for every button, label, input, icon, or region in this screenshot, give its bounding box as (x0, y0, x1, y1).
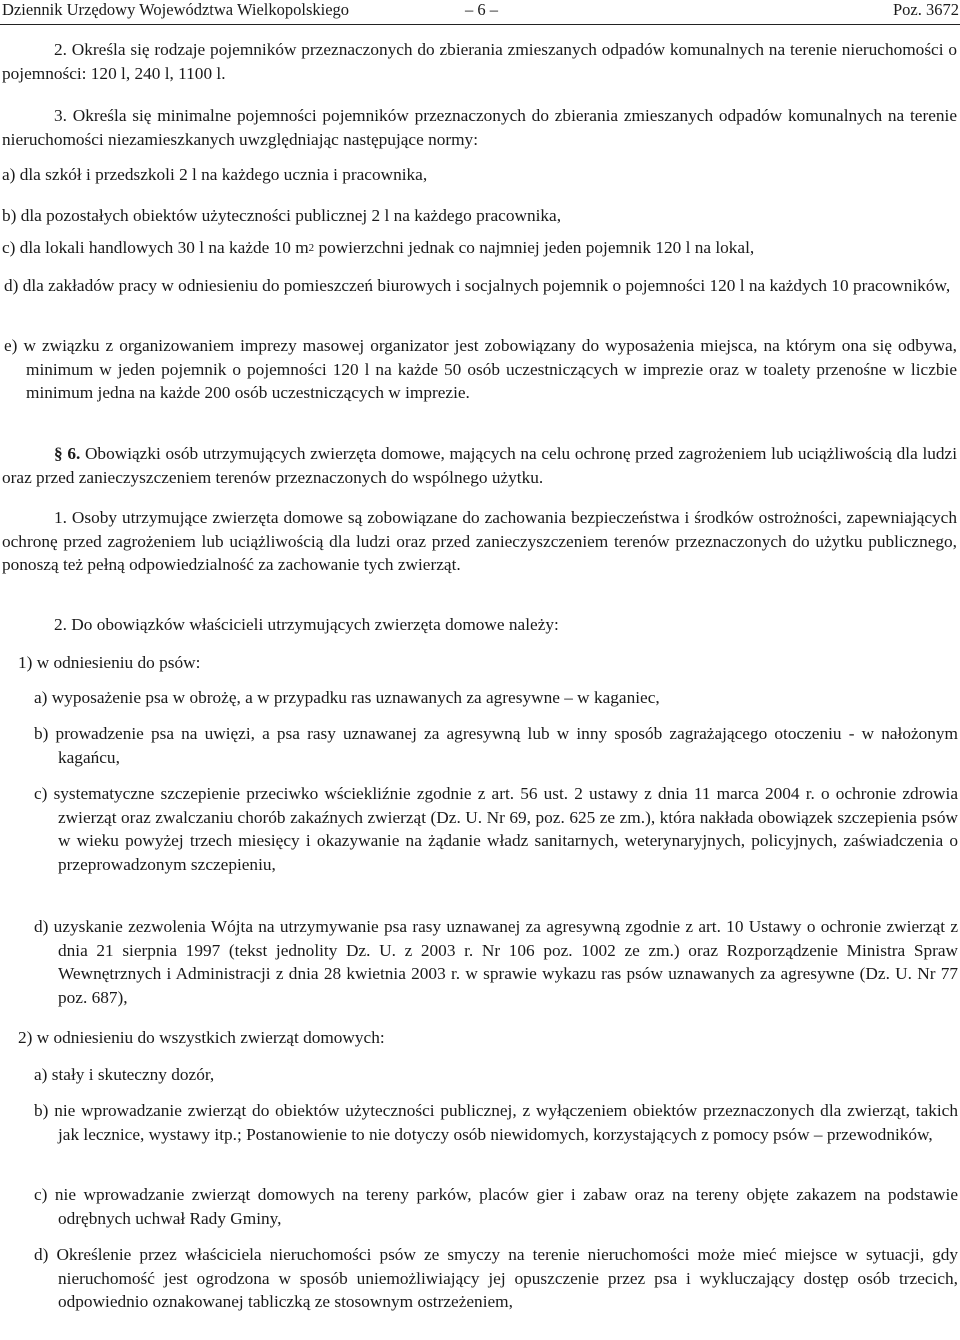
item-2c: c) nie wprowadzanie zwierząt domowych na tereny parków, placów gier i zabaw oraz na tereny objęte zakazem na podstawie odrębnych uchwał Rady Gminy, (34, 1185, 958, 1228)
paragraph-2: 2. Określa się rodzaje pojemników przeznaczonych do zbierania zmieszanych odpadów komunalnych na terenie nieruchomości o pojemności: 120 l, 240 l, 1100 l. (2, 40, 957, 83)
journal-title: Dziennik Urzędowy Województwa Wielkopolskiego (2, 0, 350, 19)
page-number: – 6 – (465, 0, 498, 19)
item-2b: b) nie wprowadzanie zwierząt do obiektów użyteczności publicznej, z wyłączeniem obiektów przeznaczonych dla zwierząt, takich jak lecznice, wystawy itp.; Postanowienie to nie dotyczy osób niewidomych, korzystających z pomocy psów – przewodników, (34, 1101, 958, 1144)
paragraph-3: 3. Określa się minimalne pojemności pojemników przeznaczonych do zbierania zmieszanych odpadów komunalnych na terenie nieruchomości niezamieszkanych uwzględniając następujące normy: (2, 106, 957, 149)
item-2: 2) w odniesieniu do wszystkich zwierząt domowych: (18, 1028, 385, 1047)
section-symbol: § 6. (54, 444, 81, 463)
item-2a: a) stały i skuteczny dozór, (34, 1065, 215, 1084)
item-1a: a) wyposażenie psa w obrożę, a w przypadku ras uznawanych za agresywne – w kaganiec, (34, 688, 660, 707)
item-1: 1) w odniesieniu do psów: (18, 653, 201, 672)
item-1c: c) systematyczne szczepienie przeciwko wściekliźnie zgodnie z art. 56 ust. 2 ustawy z dnia 11 marca 2004 r. o ochronie zdrowia zwierząt oraz zwalczaniu chorób zakaźnych zwierząt (Dz. U. Nr 69, poz. 625 ze zm.), która nakłada obowiązek szczepienia psów w wieku powyżej trzech miesięcy i okazywanie na żądanie władz sanitarnych, weterynaryjnych, policyjnych, zaświadczenia o przeprowadzonym szczepieniu, (34, 784, 958, 874)
item-2d: d) Określenie przez właściciela nieruchomości psów ze smyczy na terenie nieruchomości może mieć miejsce w sytuacji, gdy nieruchomość jest ogrodzona w sposób uniemożliwiający jej opuszczenie przez psa i wykluczający dostęp osób trzecich, odpowiednio oznakowanej tabliczką ze stosownym ostrzeżeniem, (34, 1245, 958, 1312)
item-1d: d) uzyskanie zezwolenia Wójta na utrzymywanie psa rasy uznawanej za agresywną zgodnie z art. 10 Ustawy o ochronie zwierząt z dnia 21 sierpnia 1997 (tekst jednolity Dz. U. z 2003 r. Nr 106 poz. 1002 ze zm.) oraz Rozporządzenie Ministra Spraw Wewnętrznych i Administracji z dnia 28 kwietnia 2003 r. w sprawie wykazu ras psów uznawanych za agresywne (Dz. U. Nr 77 poz. 687), (34, 917, 958, 1007)
norm-a: a) dla szkół i przedszkoli 2 l na każdego ucznia i pracownika, (2, 165, 428, 184)
position-number: Poz. 3672 (893, 0, 959, 19)
norm-d: d) dla zakładów pracy w odniesieniu do pomieszczeń biurowych i socjalnych pojemnik o pojemności 120 l na każdych 10 pracowników, (4, 276, 951, 295)
section-6-point-1: 1. Osoby utrzymujące zwierzęta domowe są zobowiązane do zachowania bezpieczeństwa i środków ostrożności, zapewniających ochronę przed zagrożeniem lub uciążliwością dla ludzi oraz przed zanieczyszczeniem terenów przeznaczonych do użytku publicznego, ponoszą też pełną odpowiedzialność za zachowanie tych zwierząt. (2, 508, 957, 575)
norm-b: b) dla pozostałych obiektów użyteczności publicznej 2 l na każdego pracownika, (2, 206, 562, 225)
section-6: § 6. Obowiązki osób utrzymujących zwierzęta domowe, mających na celu ochronę przed zagrożeniem lub uciążliwością dla ludzi oraz przed zanieczyszczeniem terenów przeznaczonych do wspólnego użytku. (2, 444, 957, 487)
page-header (0, 0, 960, 25)
norm-e: e) w związku z organizowaniem imprezy masowej organizator jest zobowiązany do wyposażenia miejsca, na którym ona się odbywa, minimum w jeden pojemnik o pojemności 120 l na każde 50 osób uczestniczących w imprezie oraz w toalety przenośne w liczbie minimum jedna na każde 200 osób uczestniczących w imprezie. (4, 336, 957, 403)
section-6-point-2: 2. Do obowiązków właścicieli utrzymujących zwierzęta domowe należy: (54, 615, 559, 634)
item-1b: b) prowadzenie psa na uwięzi, a psa rasy uznawanej za agresywną lub w inny sposób zagrażającego otoczeniu - w nałożonym kagańcu, (34, 724, 958, 767)
norm-c: c) dla lokali handlowych 30 l na każde 10 $m^2$ powierzchni jednak co najmniej jeden pojemnik 120 l na lokal, (2, 238, 755, 257)
